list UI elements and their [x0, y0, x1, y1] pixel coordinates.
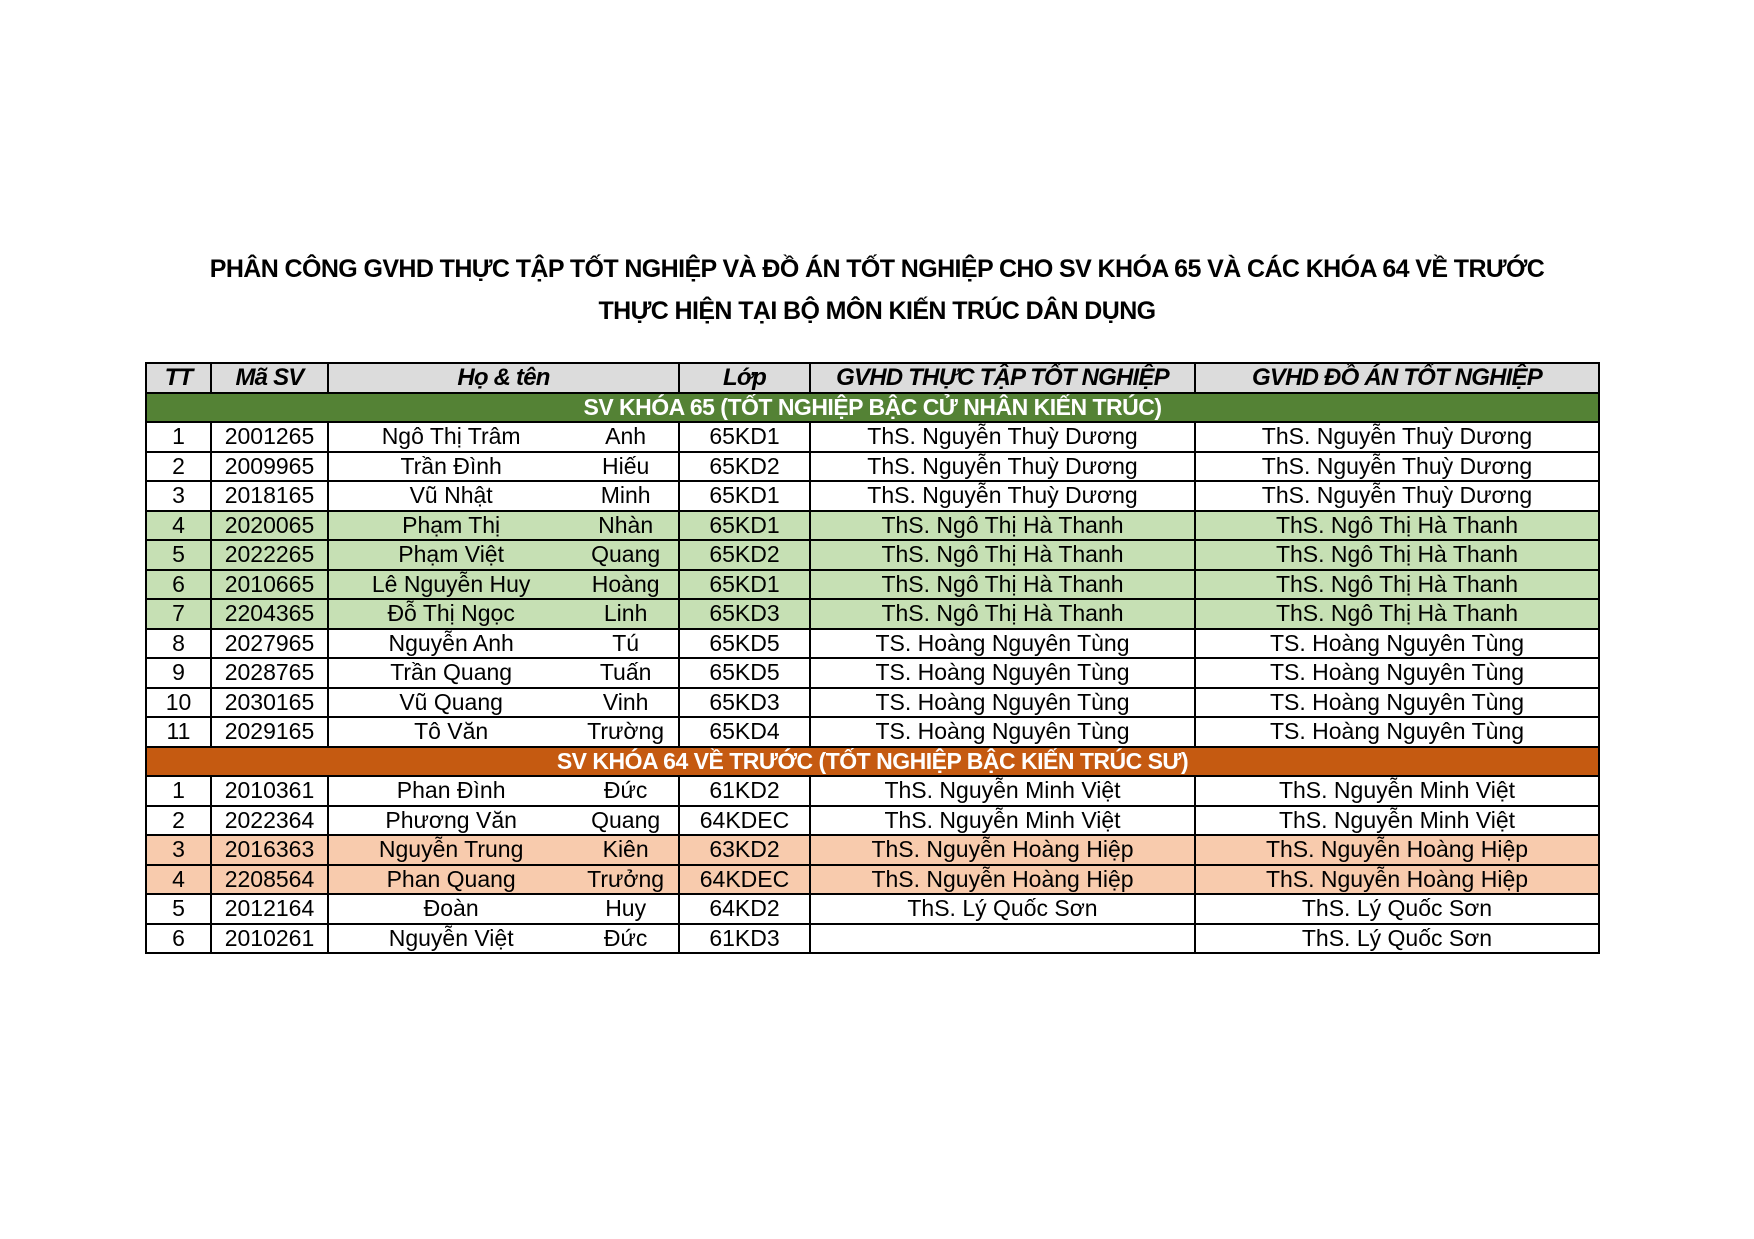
- cell-ho-dem: Phan Quang: [386, 865, 516, 892]
- table-row: [146, 658, 1599, 688]
- cell-ho-ten: [328, 658, 679, 688]
- cell-tt: 8: [146, 629, 211, 659]
- cell-tt: 1: [146, 422, 211, 452]
- cell-ten: Quang: [591, 806, 661, 833]
- cell-ma-sv: 2018165: [211, 481, 328, 511]
- table-row: [146, 776, 1599, 806]
- cell-gvhd-do-an: ThS. Nguyễn Hoàng Hiệp: [1195, 865, 1599, 895]
- cell-lop: 65KD3: [679, 688, 810, 718]
- cell-gvhd-thuc-tap: TS. Hoàng Nguyên Tùng: [810, 658, 1195, 688]
- cell-ho-dem: Ngô Thị Trâm: [381, 423, 521, 449]
- title-line-1: PHÂN CÔNG GVHD THỰC TẬP TỐT NGHIỆP VÀ ĐỒ ÁN TỐT NGHIỆP CHO SV KHÓA 65 VÀ CÁC KHÓA 64 VỀ TRƯỚC: [209, 255, 1545, 283]
- cell-ten: Trưởng: [587, 865, 665, 892]
- cell-gvhd-do-an: ThS. Lý Quốc Sơn: [1195, 894, 1599, 924]
- cell-ho-dem: Lê Nguyễn Huy: [371, 570, 531, 597]
- cell-ho-dem: Đoàn: [423, 895, 479, 921]
- table-row: [146, 511, 1599, 541]
- table-row: [146, 570, 1599, 600]
- cell-ten: Tú: [612, 629, 640, 656]
- table-row: [146, 452, 1599, 482]
- cell-ho-ten: [328, 570, 679, 600]
- cell-tt: 4: [146, 865, 211, 895]
- cell-gvhd-thuc-tap: ThS. Ngô Thị Hà Thanh: [810, 570, 1195, 600]
- cell-ho-ten: [328, 422, 679, 452]
- cell-ma-sv: 2010261: [211, 924, 328, 954]
- cell-gvhd-do-an: ThS. Nguyễn Thuỳ Dương: [1195, 422, 1599, 452]
- cell-ten: Minh: [600, 482, 651, 508]
- cell-tt: 2: [146, 806, 211, 836]
- cell-gvhd-do-an: ThS. Nguyễn Minh Việt: [1195, 806, 1599, 836]
- cell-ho-ten: [328, 452, 679, 482]
- cell-ho-ten: [328, 806, 679, 836]
- cell-ho-ten: [328, 481, 679, 511]
- cell-gvhd-do-an: ThS. Ngô Thị Hà Thanh: [1195, 599, 1599, 629]
- page-title: [0, 248, 1754, 332]
- table-row: [146, 924, 1599, 954]
- cell-ho-dem: Phương Văn: [385, 806, 517, 833]
- cell-gvhd-do-an: ThS. Ngô Thị Hà Thanh: [1195, 570, 1599, 600]
- cell-ho-ten: [328, 835, 679, 865]
- cell-gvhd-thuc-tap: [810, 924, 1195, 954]
- header-ma-sv: Mã SV: [211, 363, 328, 393]
- table-row: [146, 894, 1599, 924]
- cell-ho-dem: Vũ Quang: [399, 688, 503, 715]
- cell-ma-sv: 2028765: [211, 658, 328, 688]
- cell-lop: 65KD1: [679, 570, 810, 600]
- cell-ten: Quang: [591, 541, 661, 567]
- cell-gvhd-do-an: ThS. Ngô Thị Hà Thanh: [1195, 540, 1599, 570]
- cell-lop: 65KD3: [679, 599, 810, 629]
- cell-lop: 65KD2: [679, 452, 810, 482]
- cell-ten: Huy: [605, 895, 647, 921]
- cell-ten: Tuấn: [599, 659, 652, 685]
- cell-gvhd-thuc-tap: ThS. Ngô Thị Hà Thanh: [810, 511, 1195, 541]
- cell-tt: 7: [146, 599, 211, 629]
- cell-ma-sv: 2022364: [211, 806, 328, 836]
- cell-ma-sv: 2012164: [211, 894, 328, 924]
- header-ho-ten: Họ & tên: [328, 363, 679, 393]
- cell-gvhd-do-an: ThS. Nguyễn Thuỳ Dương: [1195, 452, 1599, 482]
- table-row: [146, 806, 1599, 836]
- cell-ho-ten: [328, 717, 679, 747]
- cell-gvhd-thuc-tap: TS. Hoàng Nguyên Tùng: [810, 688, 1195, 718]
- group-label: SV KHÓA 65 (TỐT NGHIỆP BẬC CỬ NHÂN KIẾN TRÚC): [146, 393, 1599, 423]
- cell-lop: 63KD2: [679, 835, 810, 865]
- cell-ma-sv: 2030165: [211, 688, 328, 718]
- cell-lop: 65KD5: [679, 629, 810, 659]
- cell-ho-dem: Phan Đình: [396, 777, 506, 803]
- cell-ma-sv: 2020065: [211, 511, 328, 541]
- cell-ten: Hoàng: [591, 570, 660, 597]
- cell-ho-ten: [328, 894, 679, 924]
- cell-ten: Đức: [603, 924, 648, 951]
- cell-gvhd-thuc-tap: ThS. Nguyễn Thuỳ Dương: [810, 452, 1195, 482]
- cell-ten: Kiên: [602, 836, 649, 862]
- cell-gvhd-do-an: ThS. Nguyễn Minh Việt: [1195, 776, 1599, 806]
- cell-ho-dem: Nguyễn Trung: [378, 836, 524, 862]
- cell-ten: Trường: [587, 718, 665, 744]
- cell-ten: Anh: [605, 423, 647, 449]
- cell-ma-sv: 2022265: [211, 540, 328, 570]
- cell-gvhd-thuc-tap: ThS. Nguyễn Minh Việt: [810, 806, 1195, 836]
- cell-ma-sv: 2010361: [211, 776, 328, 806]
- cell-tt: 1: [146, 776, 211, 806]
- cell-gvhd-do-an: ThS. Nguyễn Hoàng Hiệp: [1195, 835, 1599, 865]
- cell-ma-sv: 2010665: [211, 570, 328, 600]
- cell-tt: 6: [146, 924, 211, 954]
- cell-gvhd-thuc-tap: ThS. Ngô Thị Hà Thanh: [810, 599, 1195, 629]
- cell-tt: 4: [146, 511, 211, 541]
- cell-ho-dem: Nguyễn Việt: [388, 924, 514, 951]
- table-row: [146, 688, 1599, 718]
- table-row: [146, 422, 1599, 452]
- cell-tt: 10: [146, 688, 211, 718]
- cell-gvhd-thuc-tap: ThS. Nguyễn Hoàng Hiệp: [810, 865, 1195, 895]
- cell-ho-dem: Tô Văn: [414, 718, 489, 744]
- cell-gvhd-thuc-tap: ThS. Ngô Thị Hà Thanh: [810, 540, 1195, 570]
- cell-gvhd-do-an: ThS. Lý Quốc Sơn: [1195, 924, 1599, 954]
- table-row: [146, 865, 1599, 895]
- cell-ma-sv: 2208564: [211, 865, 328, 895]
- cell-ho-dem: Vũ Nhật: [409, 482, 493, 508]
- header-gvhd-thuc-tap: GVHD THỰC TẬP TỐT NGHIỆP: [810, 363, 1195, 393]
- cell-lop: 65KD5: [679, 658, 810, 688]
- cell-gvhd-do-an: TS. Hoàng Nguyên Tùng: [1195, 717, 1599, 747]
- cell-gvhd-thuc-tap: TS. Hoàng Nguyên Tùng: [810, 717, 1195, 747]
- cell-ma-sv: 2029165: [211, 717, 328, 747]
- cell-lop: 61KD3: [679, 924, 810, 954]
- header-tt: TT: [146, 363, 211, 393]
- group-header-row: [146, 747, 1599, 777]
- cell-ma-sv: 2009965: [211, 452, 328, 482]
- cell-lop: 61KD2: [679, 776, 810, 806]
- cell-ho-ten: [328, 511, 679, 541]
- title-line-2: THỰC HIỆN TẠI BỘ MÔN KIẾN TRÚC DÂN DỤNG: [598, 297, 1156, 325]
- cell-lop: 65KD1: [679, 422, 810, 452]
- cell-lop: 64KDEC: [679, 865, 810, 895]
- cell-lop: 65KD1: [679, 481, 810, 511]
- cell-ten: Đức: [603, 777, 648, 803]
- cell-ten: Vinh: [602, 688, 649, 715]
- table-header-row: [146, 363, 1599, 393]
- cell-tt: 3: [146, 835, 211, 865]
- group-label: SV KHÓA 64 VỀ TRƯỚC (TỐT NGHIỆP BẬC KIẾN TRÚC SƯ): [146, 747, 1599, 777]
- table-row: [146, 629, 1599, 659]
- cell-tt: 5: [146, 540, 211, 570]
- cell-ten: Hiếu: [601, 452, 650, 479]
- cell-gvhd-thuc-tap: ThS. Nguyễn Thuỳ Dương: [810, 481, 1195, 511]
- cell-ho-ten: [328, 599, 679, 629]
- cell-ho-ten: [328, 540, 679, 570]
- cell-ho-dem: Đỗ Thị Ngọc: [387, 600, 515, 626]
- table-body: [146, 393, 1599, 954]
- cell-gvhd-do-an: ThS. Ngô Thị Hà Thanh: [1195, 511, 1599, 541]
- cell-gvhd-do-an: TS. Hoàng Nguyên Tùng: [1195, 629, 1599, 659]
- cell-ho-ten: [328, 629, 679, 659]
- cell-lop: 65KD1: [679, 511, 810, 541]
- cell-gvhd-do-an: TS. Hoàng Nguyên Tùng: [1195, 658, 1599, 688]
- cell-gvhd-thuc-tap: ThS. Lý Quốc Sơn: [810, 894, 1195, 924]
- cell-gvhd-thuc-tap: ThS. Nguyễn Hoàng Hiệp: [810, 835, 1195, 865]
- header-gvhd-do-an: GVHD ĐỒ ÁN TỐT NGHIỆP: [1195, 363, 1599, 393]
- cell-ma-sv: 2027965: [211, 629, 328, 659]
- cell-ma-sv: 2204365: [211, 599, 328, 629]
- table-row: [146, 835, 1599, 865]
- cell-ho-dem: Nguyễn Anh: [388, 629, 514, 656]
- cell-lop: 64KD2: [679, 894, 810, 924]
- group-header-row: [146, 393, 1599, 423]
- cell-lop: 64KDEC: [679, 806, 810, 836]
- cell-ho-dem: Trần Đình: [400, 452, 502, 479]
- cell-ma-sv: 2001265: [211, 422, 328, 452]
- assignment-table: [145, 362, 1600, 954]
- table-row: [146, 481, 1599, 511]
- cell-gvhd-do-an: TS. Hoàng Nguyên Tùng: [1195, 688, 1599, 718]
- cell-gvhd-thuc-tap: ThS. Nguyễn Minh Việt: [810, 776, 1195, 806]
- cell-tt: 6: [146, 570, 211, 600]
- cell-ho-dem: Trần Quang: [390, 659, 513, 685]
- header-lop: Lớp: [679, 363, 810, 393]
- cell-ho-dem: Phạm Việt: [398, 541, 504, 567]
- cell-ho-dem: Phạm Thị: [402, 511, 501, 538]
- cell-ho-ten: [328, 865, 679, 895]
- cell-tt: 11: [146, 717, 211, 747]
- cell-ho-ten: [328, 776, 679, 806]
- cell-gvhd-thuc-tap: TS. Hoàng Nguyên Tùng: [810, 629, 1195, 659]
- table-row: [146, 717, 1599, 747]
- cell-ten: Nhàn: [598, 511, 654, 538]
- table-row: [146, 540, 1599, 570]
- cell-ten: Linh: [603, 600, 648, 626]
- cell-gvhd-thuc-tap: ThS. Nguyễn Thuỳ Dương: [810, 422, 1195, 452]
- cell-tt: 2: [146, 452, 211, 482]
- cell-ma-sv: 2016363: [211, 835, 328, 865]
- cell-tt: 9: [146, 658, 211, 688]
- cell-gvhd-do-an: ThS. Nguyễn Thuỳ Dương: [1195, 481, 1599, 511]
- cell-lop: 65KD4: [679, 717, 810, 747]
- cell-ho-ten: [328, 924, 679, 954]
- cell-tt: 5: [146, 894, 211, 924]
- table-row: [146, 599, 1599, 629]
- cell-ho-ten: [328, 688, 679, 718]
- cell-tt: 3: [146, 481, 211, 511]
- cell-lop: 65KD2: [679, 540, 810, 570]
